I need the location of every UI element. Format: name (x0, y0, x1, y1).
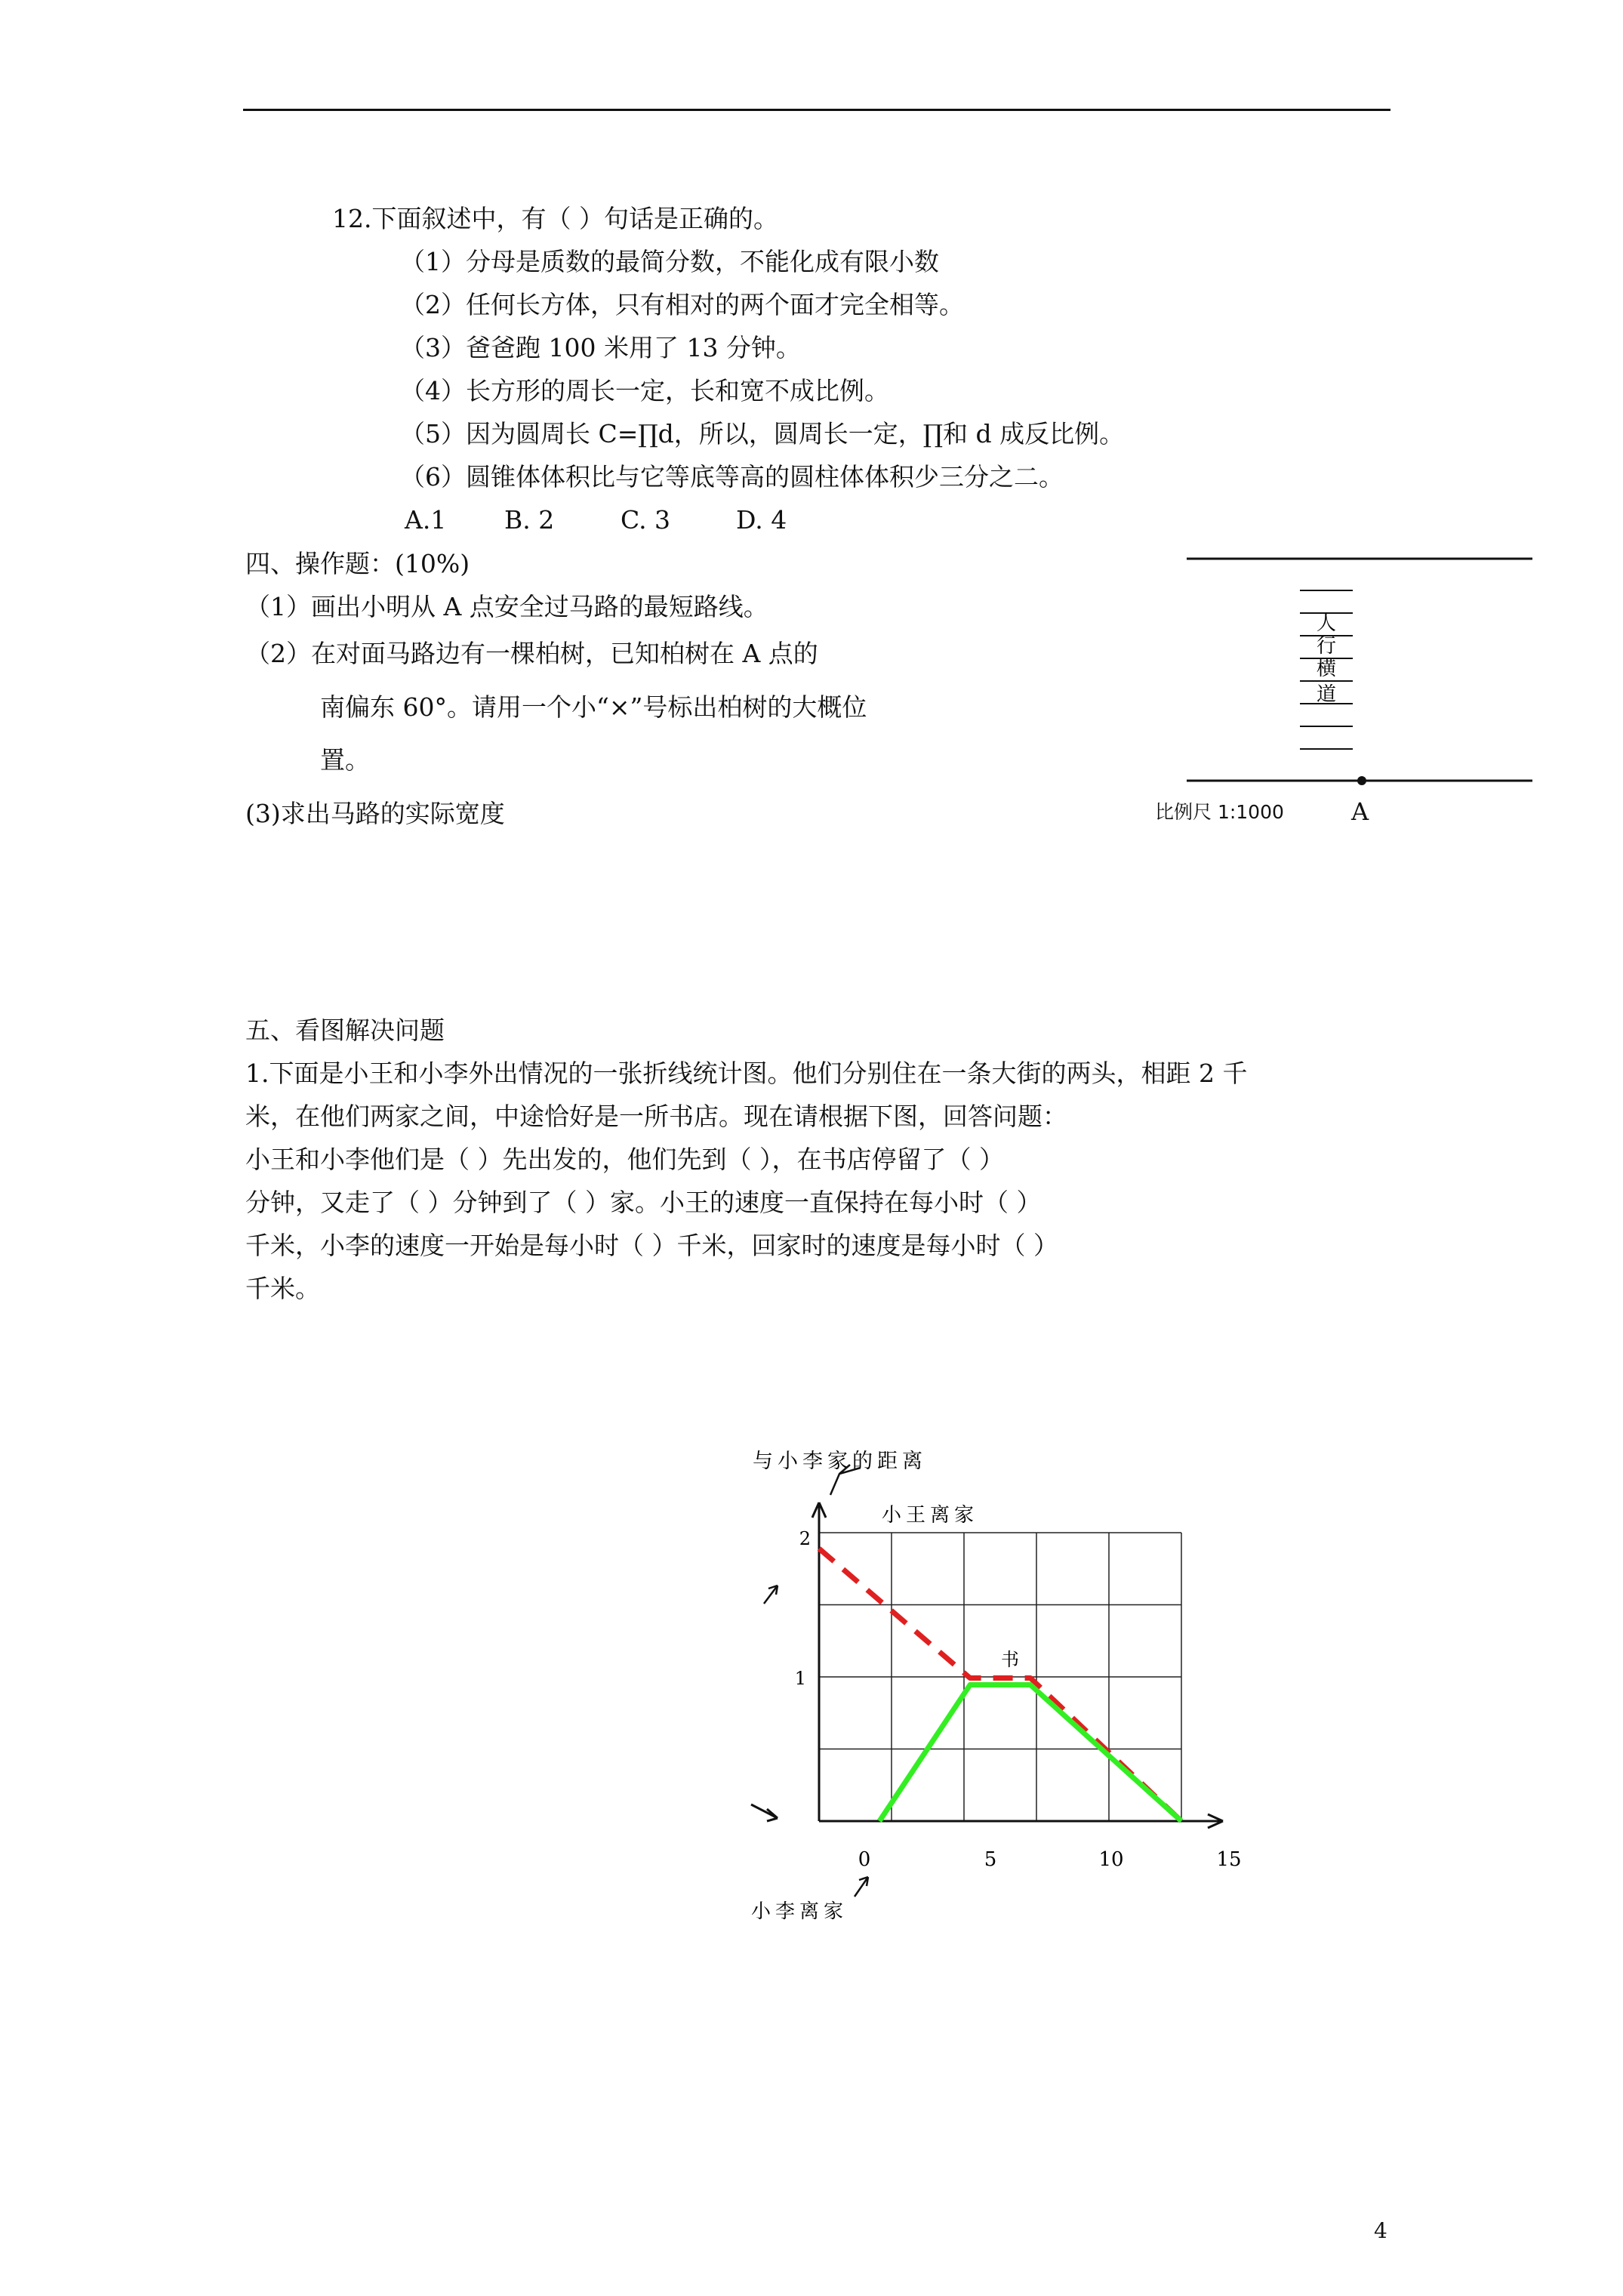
section5-line: 米，在他们两家之间，中途恰好是一所书店。现在请根据下图，回答问题： (245, 1102, 1067, 1131)
q12-item: （4）长方形的周长一定，长和宽不成比例。 (400, 376, 889, 405)
q12-option-b: B. 2 (504, 505, 555, 535)
q12-option-d: D. 4 (736, 505, 787, 535)
section4-item1: （1）画出小明从 A 点安全过马路的最短路线。 (245, 592, 768, 621)
y-tick-label: 1 (794, 1668, 806, 1689)
series-line-xiaoli (879, 1685, 1181, 1821)
section5-line: 小王和小李他们是（ ）先出发的，他们先到（ ），在书店停留了（ ） (245, 1145, 1004, 1174)
pointer-arrow-xiaoli (855, 1877, 868, 1897)
y-tick-label: 2 (799, 1528, 811, 1549)
point-a-dot (1357, 776, 1366, 785)
section4-title: 四、操作题：(10%) (245, 549, 470, 578)
series-layer (819, 1549, 1181, 1821)
x-tick-label: 10 (1098, 1848, 1124, 1871)
crosswalk-char: 人 (1316, 612, 1337, 635)
distance-chart (725, 1435, 1268, 1948)
crosswalk-char: 行 (1316, 635, 1337, 658)
section5-title: 五、看图解决问题 (245, 1015, 445, 1045)
annotation-xiaoli: 小李离家 (751, 1900, 848, 1923)
crosswalk-char: 道 (1316, 683, 1337, 706)
section5-line: 分钟，又走了（ ）分钟到了（ ）家。小王的速度一直保持在每小时（ ） (245, 1188, 1042, 1217)
x-tick-label: 0 (858, 1848, 871, 1871)
scale-label: 比例尺 1:1000 (1155, 801, 1284, 823)
pointer-arrow-y2 (764, 1586, 778, 1604)
crosswalk-char: 横 (1316, 658, 1337, 680)
q12-option-a: A.1 (405, 505, 447, 535)
section5-line: 千米，小李的速度一开始是每小时（ ）千米，回家时的速度是每小时（ ） (245, 1231, 1058, 1260)
q12-item: （1）分母是质数的最简分数，不能化成有限小数 (400, 247, 939, 276)
pointer-arrow-origin (751, 1804, 778, 1821)
q12-item: （6）圆锥体体积比与它等底等高的圆柱体体积少三分之二。 (400, 462, 1064, 492)
q12-item: （2）任何长方体，只有相对的两个面才完全相等。 (400, 290, 964, 319)
section5-line: 1.下面是小王和小李外出情况的一张折线统计图。他们分别住在一条大街的两头，相距 2 千 (245, 1059, 1248, 1088)
q12-item: （3）爸爸跑 100 米用了 13 分钟。 (400, 333, 801, 362)
header-rule (243, 109, 1390, 111)
annotation-xiaowang: 小王离家 (882, 1504, 979, 1527)
page-number: 4 (1374, 2218, 1387, 2243)
section4-item3: (3)求出马路的实际宽度 (245, 799, 505, 828)
x-tick-label: 5 (984, 1848, 997, 1871)
section4-item2-line2: 南偏东 60°。请用一个小“×”号标出柏树的大概位 (320, 692, 867, 722)
section4-item2-line3: 置。 (320, 745, 370, 775)
x-tick-label: 15 (1216, 1848, 1242, 1871)
q12-option-c: C. 3 (621, 505, 671, 535)
section5-line: 千米。 (245, 1274, 320, 1303)
point-a-label: A (1351, 797, 1369, 826)
section4-item2-line1: （2）在对面马路边有一棵柏树，已知柏树在 A 点的 (245, 639, 818, 668)
annotation-bookstore: 书 (1001, 1649, 1019, 1670)
q12-item: （5）因为圆周长 C=∏d，所以，圆周长一定，∏和 d 成反比例。 (400, 419, 1125, 448)
q12-stem: 12.下面叙述中，有（ ）句话是正确的。 (332, 204, 778, 233)
y-axis-label: 与小李家的距离 (753, 1450, 927, 1473)
